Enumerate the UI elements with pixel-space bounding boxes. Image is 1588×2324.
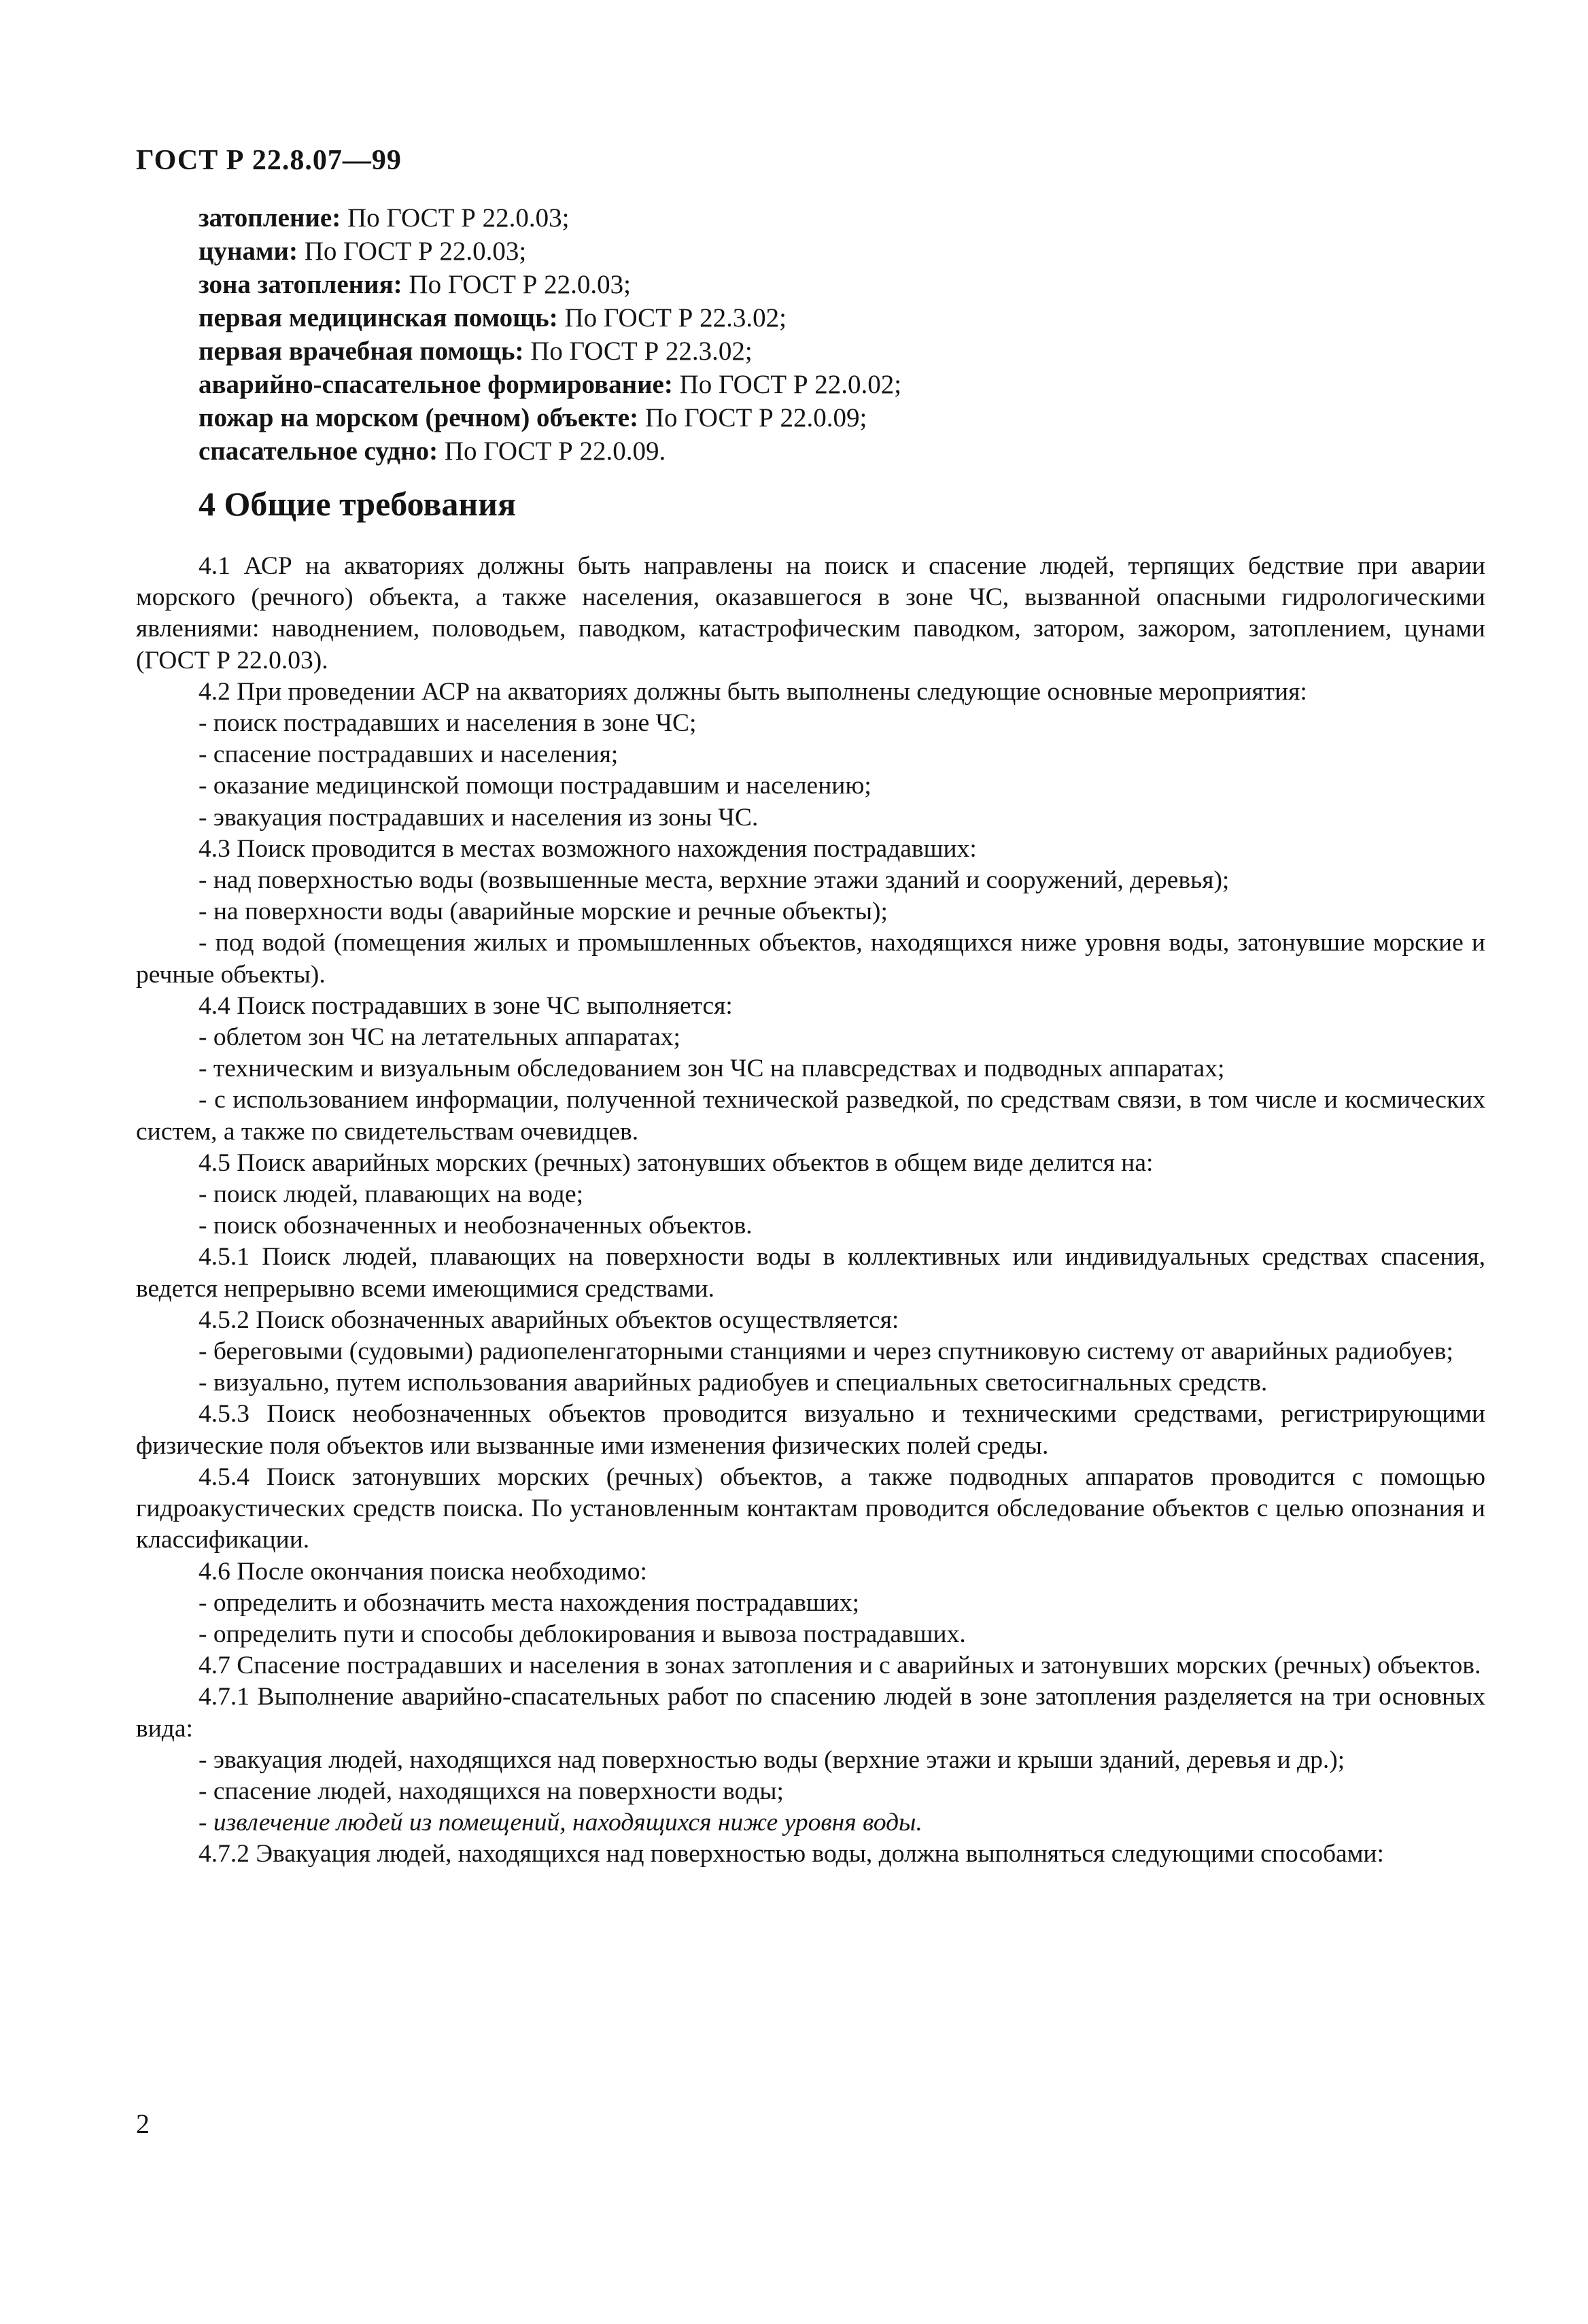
definition-item: [198, 401, 1490, 434]
definition-term: затопление:: [198, 203, 341, 233]
paragraph: 4.2 При проведении АСР на акваториях должны быть выполнены следующие основные мероприятия:: [198, 677, 1307, 706]
list-item: - поиск людей, плавающих на воде;: [198, 1180, 584, 1209]
list-item: - на поверхности воды (аварийные морские и речные объекты);: [198, 898, 888, 926]
paragraph: 4.4 Поиск пострадавших в зоне ЧС выполняется:: [198, 991, 733, 1020]
list-item: - визуально, путем использования аварийных радиобуев и специальных светосигнальных средств.: [198, 1369, 1268, 1397]
definition-item: [198, 301, 1490, 335]
list-item: - эвакуация пострадавших и населения из зоны ЧС.: [198, 803, 759, 832]
definition-item: [198, 434, 1490, 468]
definition-item: [198, 335, 1490, 368]
page-number: 2: [136, 2108, 150, 2139]
definition-item: [198, 235, 1490, 268]
paragraph: 4.5.3 Поиск необозначенных объектов проводится визуально и техническими средствами, регистрирующими физические поля объектов или вызванные ими изменения физических полей среды.: [136, 1400, 1485, 1460]
list-item: - эвакуация людей, находящихся над поверхностью воды (верхние этажи и крыши зданий, деревья и др.);: [198, 1745, 1345, 1774]
list-item: - береговыми (судовыми) радиопеленгаторными станциями и через спутниковую систему от аварийных радиобуев;: [198, 1337, 1453, 1366]
definition-term: первая медицинская помощь:: [198, 303, 558, 332]
list-item: - определить пути и способы деблокирования и вывоза пострадавших.: [198, 1620, 966, 1648]
definition-term: первая врачебная помощь:: [198, 337, 524, 366]
list-item: - спасение пострадавших и населения;: [198, 740, 619, 769]
paragraph: 4.1 АСР на акваториях должны быть направлены на поиск и спасение людей, терпящих бедствие при аварии морского (речного) объекта, а также населения, оказавшегося в зоне ЧС, вызванной опасными гидрологическими явлениями: наводнением, половодьем, паводком, катастрофическим паводком, затором, зажором, затоплением, цунами (ГОСТ Р 22.0.03).: [136, 552, 1485, 674]
paragraph: 4.7.2 Эвакуация людей, находящихся над поверхностью воды, должна выполняться следующими способами:: [198, 1840, 1384, 1868]
section-title: 4 Общие требования: [198, 485, 517, 523]
list-item: - оказание медицинской помощи пострадавшим и населению;: [198, 772, 871, 800]
definition-ref: По ГОСТ Р 22.0.09.: [444, 437, 666, 466]
list-item: - спасение людей, находящихся на поверхности воды;: [198, 1777, 784, 1805]
definition-term: зона затопления:: [198, 270, 402, 299]
section-body: [136, 551, 1485, 1870]
list-item: - под водой (помещения жилых и промышленных объектов, находящихся ниже уровня воды, затонувшие морские и речные объекты).: [136, 929, 1485, 989]
paragraph: 4.5.1 Поиск людей, плавающих на поверхности воды в коллективных или индивидуальных средствах спасения, ведется непрерывно всеми имеющимися средствами.: [136, 1243, 1485, 1303]
list-item: - облетом зон ЧС на летательных аппаратах;: [198, 1023, 680, 1052]
paragraph: 4.5.2 Поиск обозначенных аварийных объектов осуществляется:: [198, 1305, 899, 1334]
definition-ref: По ГОСТ Р 22.0.09;: [644, 403, 867, 432]
paragraph: 4.5 Поиск аварийных морских (речных) затонувших объектов в общем виде делится на:: [198, 1148, 1154, 1177]
list-item: - над поверхностью воды (возвышенные места, верхние этажи зданий и сооружений, деревья);: [198, 866, 1230, 895]
definition-item: [198, 368, 1490, 401]
list-item: - определить и обозначить места нахождения пострадавших;: [198, 1588, 860, 1617]
paragraph: 4.7 Спасение пострадавших и населения в зонах затопления и с аварийных и затонувших морских (речных) объектов.: [198, 1652, 1481, 1680]
definition-ref: По ГОСТ Р 22.0.03;: [409, 270, 631, 299]
definition-term: пожар на морском (речном) объекте:: [198, 403, 639, 432]
definition-ref: По ГОСТ Р 22.0.03;: [347, 203, 570, 233]
definition-term: цунами:: [198, 237, 298, 266]
definition-term: спасательное судно:: [198, 437, 438, 466]
definition-term: аварийно-спасательное формирование:: [198, 370, 673, 399]
definition-item: [198, 201, 1490, 235]
definition-ref: По ГОСТ Р 22.0.02;: [679, 370, 902, 399]
paragraph: 4.7.1 Выполнение аварийно-спасательных работ по спасению людей в зоне затопления разделяется на три основных вида:: [136, 1683, 1485, 1743]
list-item: - поиск обозначенных и необозначенных объектов.: [198, 1212, 753, 1240]
list-item: - с использованием информации, полученной технической разведкой, по средствам связи, в том числе и космических систем, а также по свидетельствам очевидцев.: [136, 1086, 1485, 1146]
standard-header: ГОСТ Р 22.8.07—99: [136, 145, 402, 176]
paragraph: 4.3 Поиск проводится в местах возможного нахождения пострадавших:: [198, 834, 977, 863]
list-item: - поиск пострадавших и населения в зоне ЧС;: [198, 709, 697, 738]
definition-ref: По ГОСТ Р 22.3.02;: [564, 303, 787, 332]
definitions-list: [198, 201, 1490, 468]
definition-ref: По ГОСТ Р 22.0.03;: [304, 237, 527, 266]
definition-ref: По ГОСТ Р 22.3.02;: [530, 337, 753, 366]
definition-item: [198, 268, 1490, 301]
list-item: - техническим и визуальным обследованием зон ЧС на плавсредствах и подводных аппаратах;: [198, 1055, 1225, 1083]
paragraph: 4.6 После окончания поиска необходимо:: [198, 1557, 647, 1586]
list-item: - извлечение людей из помещений, находящихся ниже уровня воды.: [198, 1809, 922, 1837]
paragraph: 4.5.4 Поиск затонувших морских (речных) объектов, а также подводных аппаратов проводится с помощью гидроакустических средств поиска. По установленным контактам проводится обследование объектов с целью опознания и классификации.: [136, 1463, 1485, 1554]
